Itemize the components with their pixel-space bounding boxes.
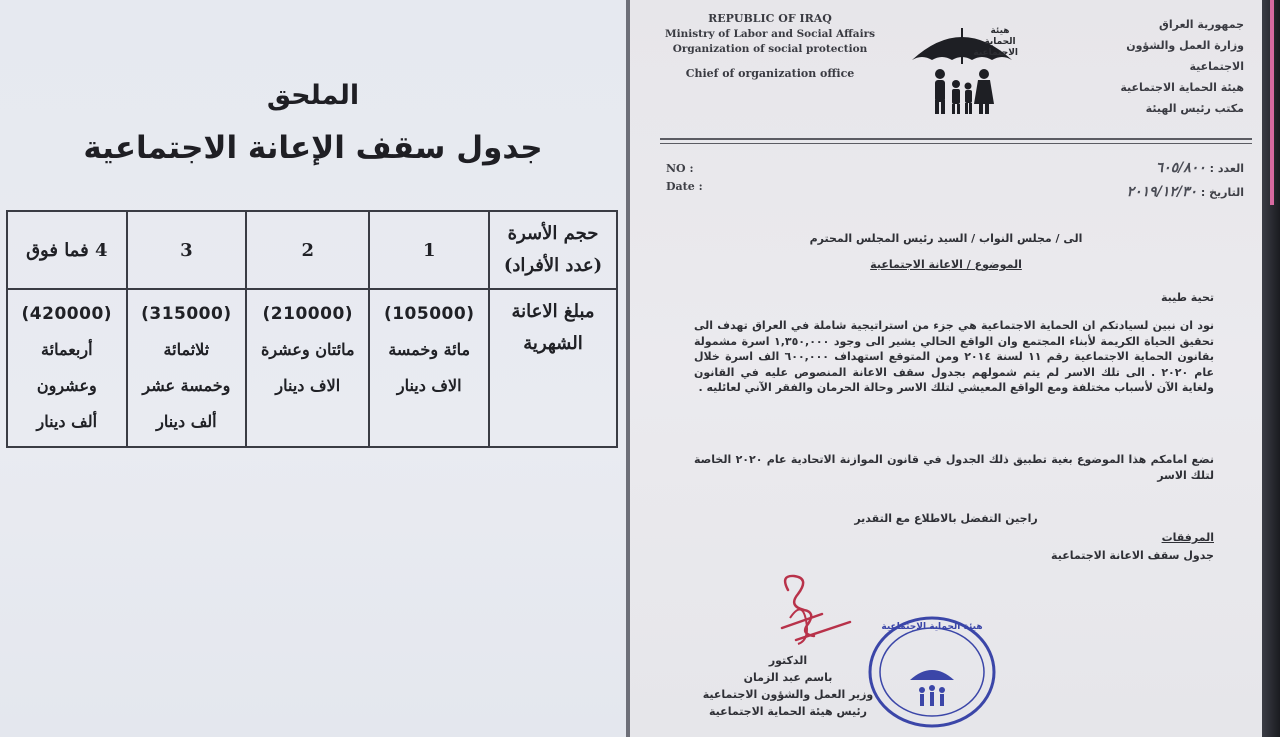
family-size-cell: 2: [246, 211, 369, 289]
edge-accent: [1270, 0, 1274, 205]
annex-title: الملحق: [266, 80, 360, 111]
ref-date-label-en: Date :: [666, 180, 703, 193]
ref-number-label-en: NO :: [666, 162, 694, 175]
family-size-cell: 3: [127, 211, 247, 289]
letter-page: [630, 0, 1262, 737]
paragraph-1: نود ان نبين لسيادتكم ان الحماية الاجتماعية هي جزء من استراتيجية شاملة في العراق تهدف الى تحقيق الحياة الكريمة لأبناء المجتمع وان الواقع الحالي يشير الى وجود ١,٣٥٠,٠٠٠ اسرة مشمولة بقانون الحماية الاجتماعية رقم ١١ لسنة ٢٠١٤ ومن المتوقع استهداف ٦٠٠,٠٠٠ الف اسرة خلال عام ٢٠٢٠ . الى تلك الاسر لم يتم شمولهم بجدول سقف الاعانة المنصوص عليه في القانون ولغاية الآن لأسباب مختلفة ومع الواقع المعيشي لتلك الاسر وحالة الحرمان والفقر الآني لعائليه .: [694, 319, 1214, 394]
family-size-header: حجم الأسرة (عدد الأفراد): [489, 211, 617, 289]
header-divider: [660, 138, 1252, 140]
amount-header: مبلغ الاعانة الشهرية: [489, 289, 617, 447]
attachments-label: المرفقات: [1161, 531, 1214, 544]
logo-caption: هيئة الحماية الاجتماعية: [973, 26, 1018, 58]
amount-cell: (315000) ثلاثمائة وخمسة عشر ألف دينار: [127, 289, 247, 447]
table-row: [7, 289, 617, 447]
signature-icon: [758, 570, 858, 660]
letterhead-arabic: جمهورية العراق وزارة العمل والشؤون الاجتماعية هيئة الحماية الاجتماعية مكتب رئيس الهيئة: [1120, 18, 1244, 115]
amount-cell: (420000) أربعمائة وعشرون ألف دينار: [7, 289, 127, 447]
family-size-cell: 1: [369, 211, 489, 289]
amount-cell: (105000) مائة وخمسة الاف دينار: [369, 289, 489, 447]
attachment-item: جدول سقف الاعانة الاجتماعية: [1051, 549, 1214, 562]
family-size-cell: 4 فما فوق: [7, 211, 127, 289]
paragraph-2: نضع امامكم هذا الموضوع بغية تطبيق ذلك الجدول في قانون الموازنة الاتحادية عام ٢٠٢٠ الخاصة لتلك الاسر: [694, 453, 1214, 482]
ref-date-ar: التاريخ : ٢٠١٩/١٢/٣٠: [1126, 184, 1244, 200]
annex-page: [0, 0, 626, 737]
aid-ceiling-table: [6, 210, 618, 448]
subject-line: الموضوع / الاعانة الاجتماعية: [870, 258, 1022, 271]
stamp-text: هيئة الحماية الاجتماعية: [881, 622, 983, 632]
ref-number-ar: العدد : ٦٠٥/٨٠٠: [1155, 160, 1244, 176]
signatory-block: الدكتور باسم عبد الزمان وزير العمل والشؤون الاجتماعية رئيس هيئة الحماية الاجتماعية: [702, 654, 874, 718]
table-row: [7, 211, 617, 289]
closing-line: راجين التفضل بالاطلاع مع التقدير: [854, 512, 1038, 525]
amount-cell: (210000) مائتان وعشرة الاف دينار: [246, 289, 369, 447]
annex-subtitle: جدول سقف الإعانة الاجتماعية: [83, 130, 543, 166]
header-divider-thin: [660, 143, 1252, 144]
letterhead-english: REPUBLIC OF IRAQ Ministry of Labor and Social Affairs Organization of social protection Chief of organization office: [664, 12, 876, 80]
greeting: تحية طيبة: [1160, 291, 1214, 304]
addressee: الى / مجلس النواب / السيد رئيس المجلس المحترم: [809, 232, 1083, 245]
